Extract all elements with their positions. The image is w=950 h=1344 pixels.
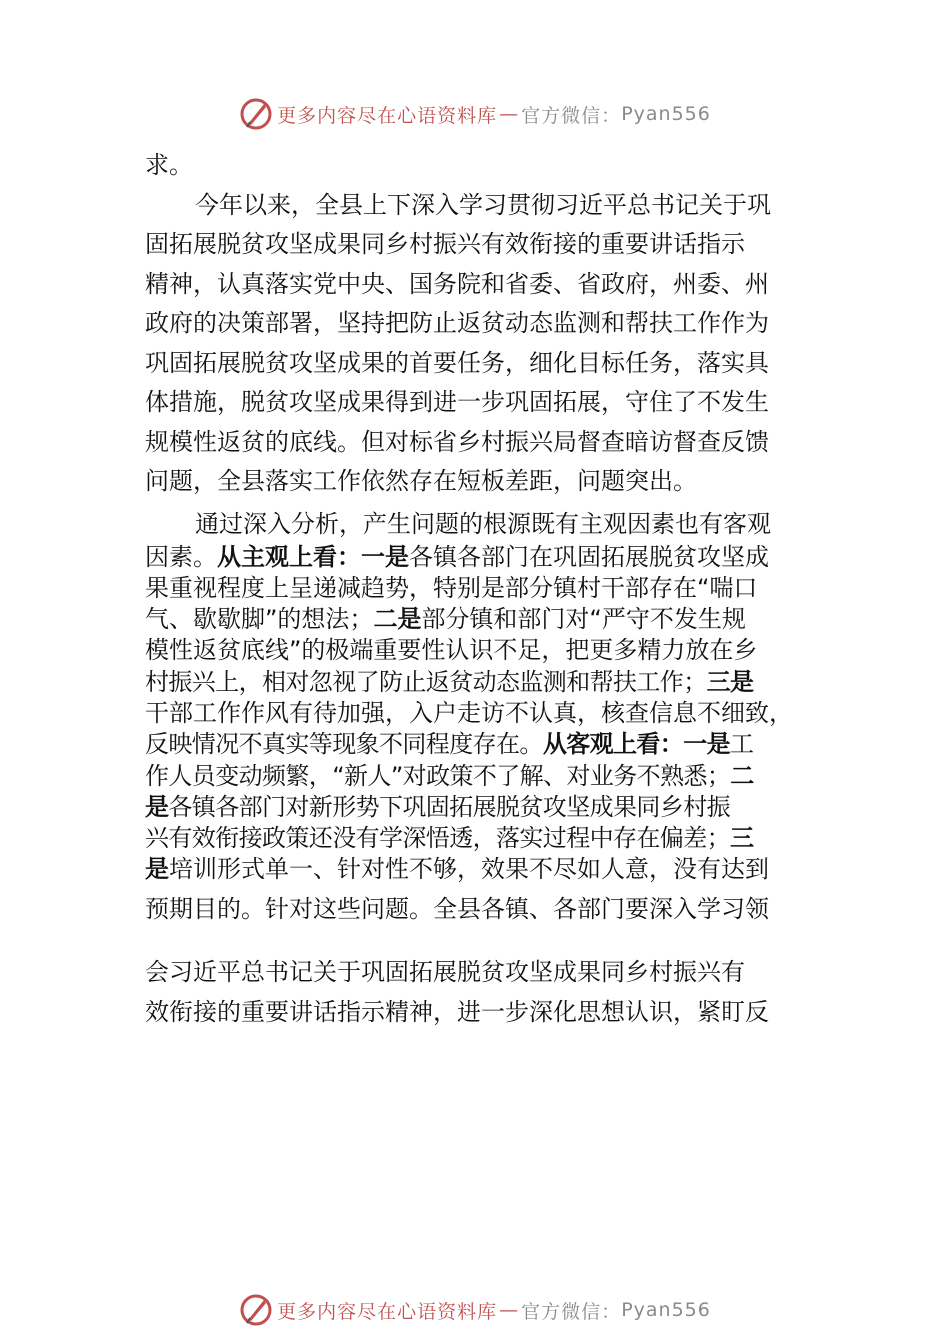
paragraph-line (145, 542, 815, 573)
text-run: 兴有效衔接政策还没有学深悟透，落实过程中存在偏差； (145, 824, 730, 853)
text-run: 各镇各部门对新形势下巩固拓展脱贫攻坚成果同乡村振 (168, 792, 731, 821)
quill-logo-icon (239, 97, 273, 131)
paragraph-2 (145, 186, 815, 502)
watermark-separator: — (499, 1299, 520, 1321)
watermark-wechat-id: Pyan556 (621, 103, 711, 125)
paragraph-line: 固拓展脱贫攻坚成果同乡村振兴有效衔接的重要讲话指示 (145, 230, 745, 258)
paragraph-3 (145, 506, 815, 1033)
bold-ordinal: 一是 (683, 730, 731, 759)
watermark-brand: 更多内容尽在心语资料库 (277, 104, 498, 127)
text-run: 部分镇和部门对“严守不发生规 (421, 605, 746, 634)
bold-heading: 从主观上看： (217, 542, 361, 571)
watermark-wechat-id: Pyan556 (621, 1299, 711, 1321)
paragraph-line (145, 667, 815, 698)
paragraph-line: 通过深入分析，产生问题的根源既有主观因素也有客观 (195, 509, 771, 538)
watermark-label: 官方微信： (521, 1300, 622, 1323)
paragraph-line (145, 729, 815, 760)
quill-logo-icon (239, 1293, 273, 1327)
text-run: 村振兴上，相对忽视了防止返贫动态监测和帮扶工作； (145, 667, 707, 696)
watermark-separator: — (499, 103, 520, 125)
text-run: 工 (730, 730, 754, 759)
bold-heading: 从客观上看： (542, 730, 684, 759)
paragraph-line: 问题，全县落实工作依然存在短板差距，问题突出。 (145, 467, 697, 495)
header-watermark (0, 94, 950, 134)
paragraph-line: 干部工作作风有待加强，入户走访不认真，核查信息不细致， (145, 698, 793, 727)
paragraph-line: 今年以来，全县上下深入学习贯彻习近平总书记关于巩 (195, 190, 771, 219)
watermark-label: 官方微信： (521, 104, 622, 127)
document-body (145, 146, 815, 1032)
paragraph-line: 果重视程度上呈递减趋势，特别是部分镇村干部存在“喘口 (145, 573, 758, 602)
paragraph-line: 预期目的。针对这些问题。全县各镇、各部门要深入学习领 (145, 894, 769, 923)
bold-ordinal: 是 (145, 855, 169, 884)
paragraph-line (145, 604, 815, 635)
bold-ordinal: 一是 (361, 542, 409, 571)
text-run: 反映情况不真实等现象不同程度存在。 (145, 730, 543, 759)
bold-ordinal: 三是 (706, 667, 754, 696)
paragraph-line: 政府的决策部署，坚持把防止返贫动态监测和帮扶工作作为 (145, 309, 769, 337)
paragraph-line (145, 792, 815, 823)
paragraph-line: 体措施，脱贫攻坚成果得到进一步巩固拓展，守住了不发生 (145, 388, 769, 416)
text-run: 气、歇歇脚”的想法； (145, 605, 374, 634)
bold-ordinal: 是 (145, 792, 169, 821)
bold-ordinal: 二是 (373, 605, 422, 634)
text-run: 各镇各部门在巩固拓展脱贫攻坚成 (409, 542, 769, 571)
paragraph-line: 效衔接的重要讲话指示精神，进一步深化思想认识，紧盯反 (145, 997, 769, 1026)
paragraph-line (145, 761, 815, 792)
paragraph-line: 模性返贫底线”的极端重要性认识不足，把更多精力放在乡 (145, 636, 758, 665)
text-run: 培训形式单一、针对性不够，效果不尽如人意，没有达到 (169, 855, 769, 884)
watermark-brand: 更多内容尽在心语资料库 (277, 1300, 498, 1323)
text-run: 作人员变动频繁，“新人”对政策不了解、对业务不熟悉； (145, 761, 731, 790)
paragraph-line (145, 823, 815, 854)
paragraph-line: 会习近平总书记关于巩固拓展脱贫攻坚成果同乡村振兴有 (145, 958, 745, 987)
paragraph-line (145, 854, 815, 885)
paragraph-1: 求。 (145, 151, 193, 179)
paragraph-line: 巩固拓展脱贫攻坚成果的首要任务，细化目标任务，落实具 (145, 348, 769, 377)
paragraph-line: 规模性返贫的底线。但对标省乡村振兴局督查暗访督查反馈 (145, 427, 769, 456)
footer-watermark (0, 1290, 950, 1330)
bold-ordinal: 二 (730, 761, 754, 790)
bold-ordinal: 三 (730, 824, 754, 853)
paragraph-line: 精神，认真落实党中央、国务院和省委、省政府，州委、州 (145, 269, 769, 298)
text-run: 因素。 (145, 542, 217, 571)
